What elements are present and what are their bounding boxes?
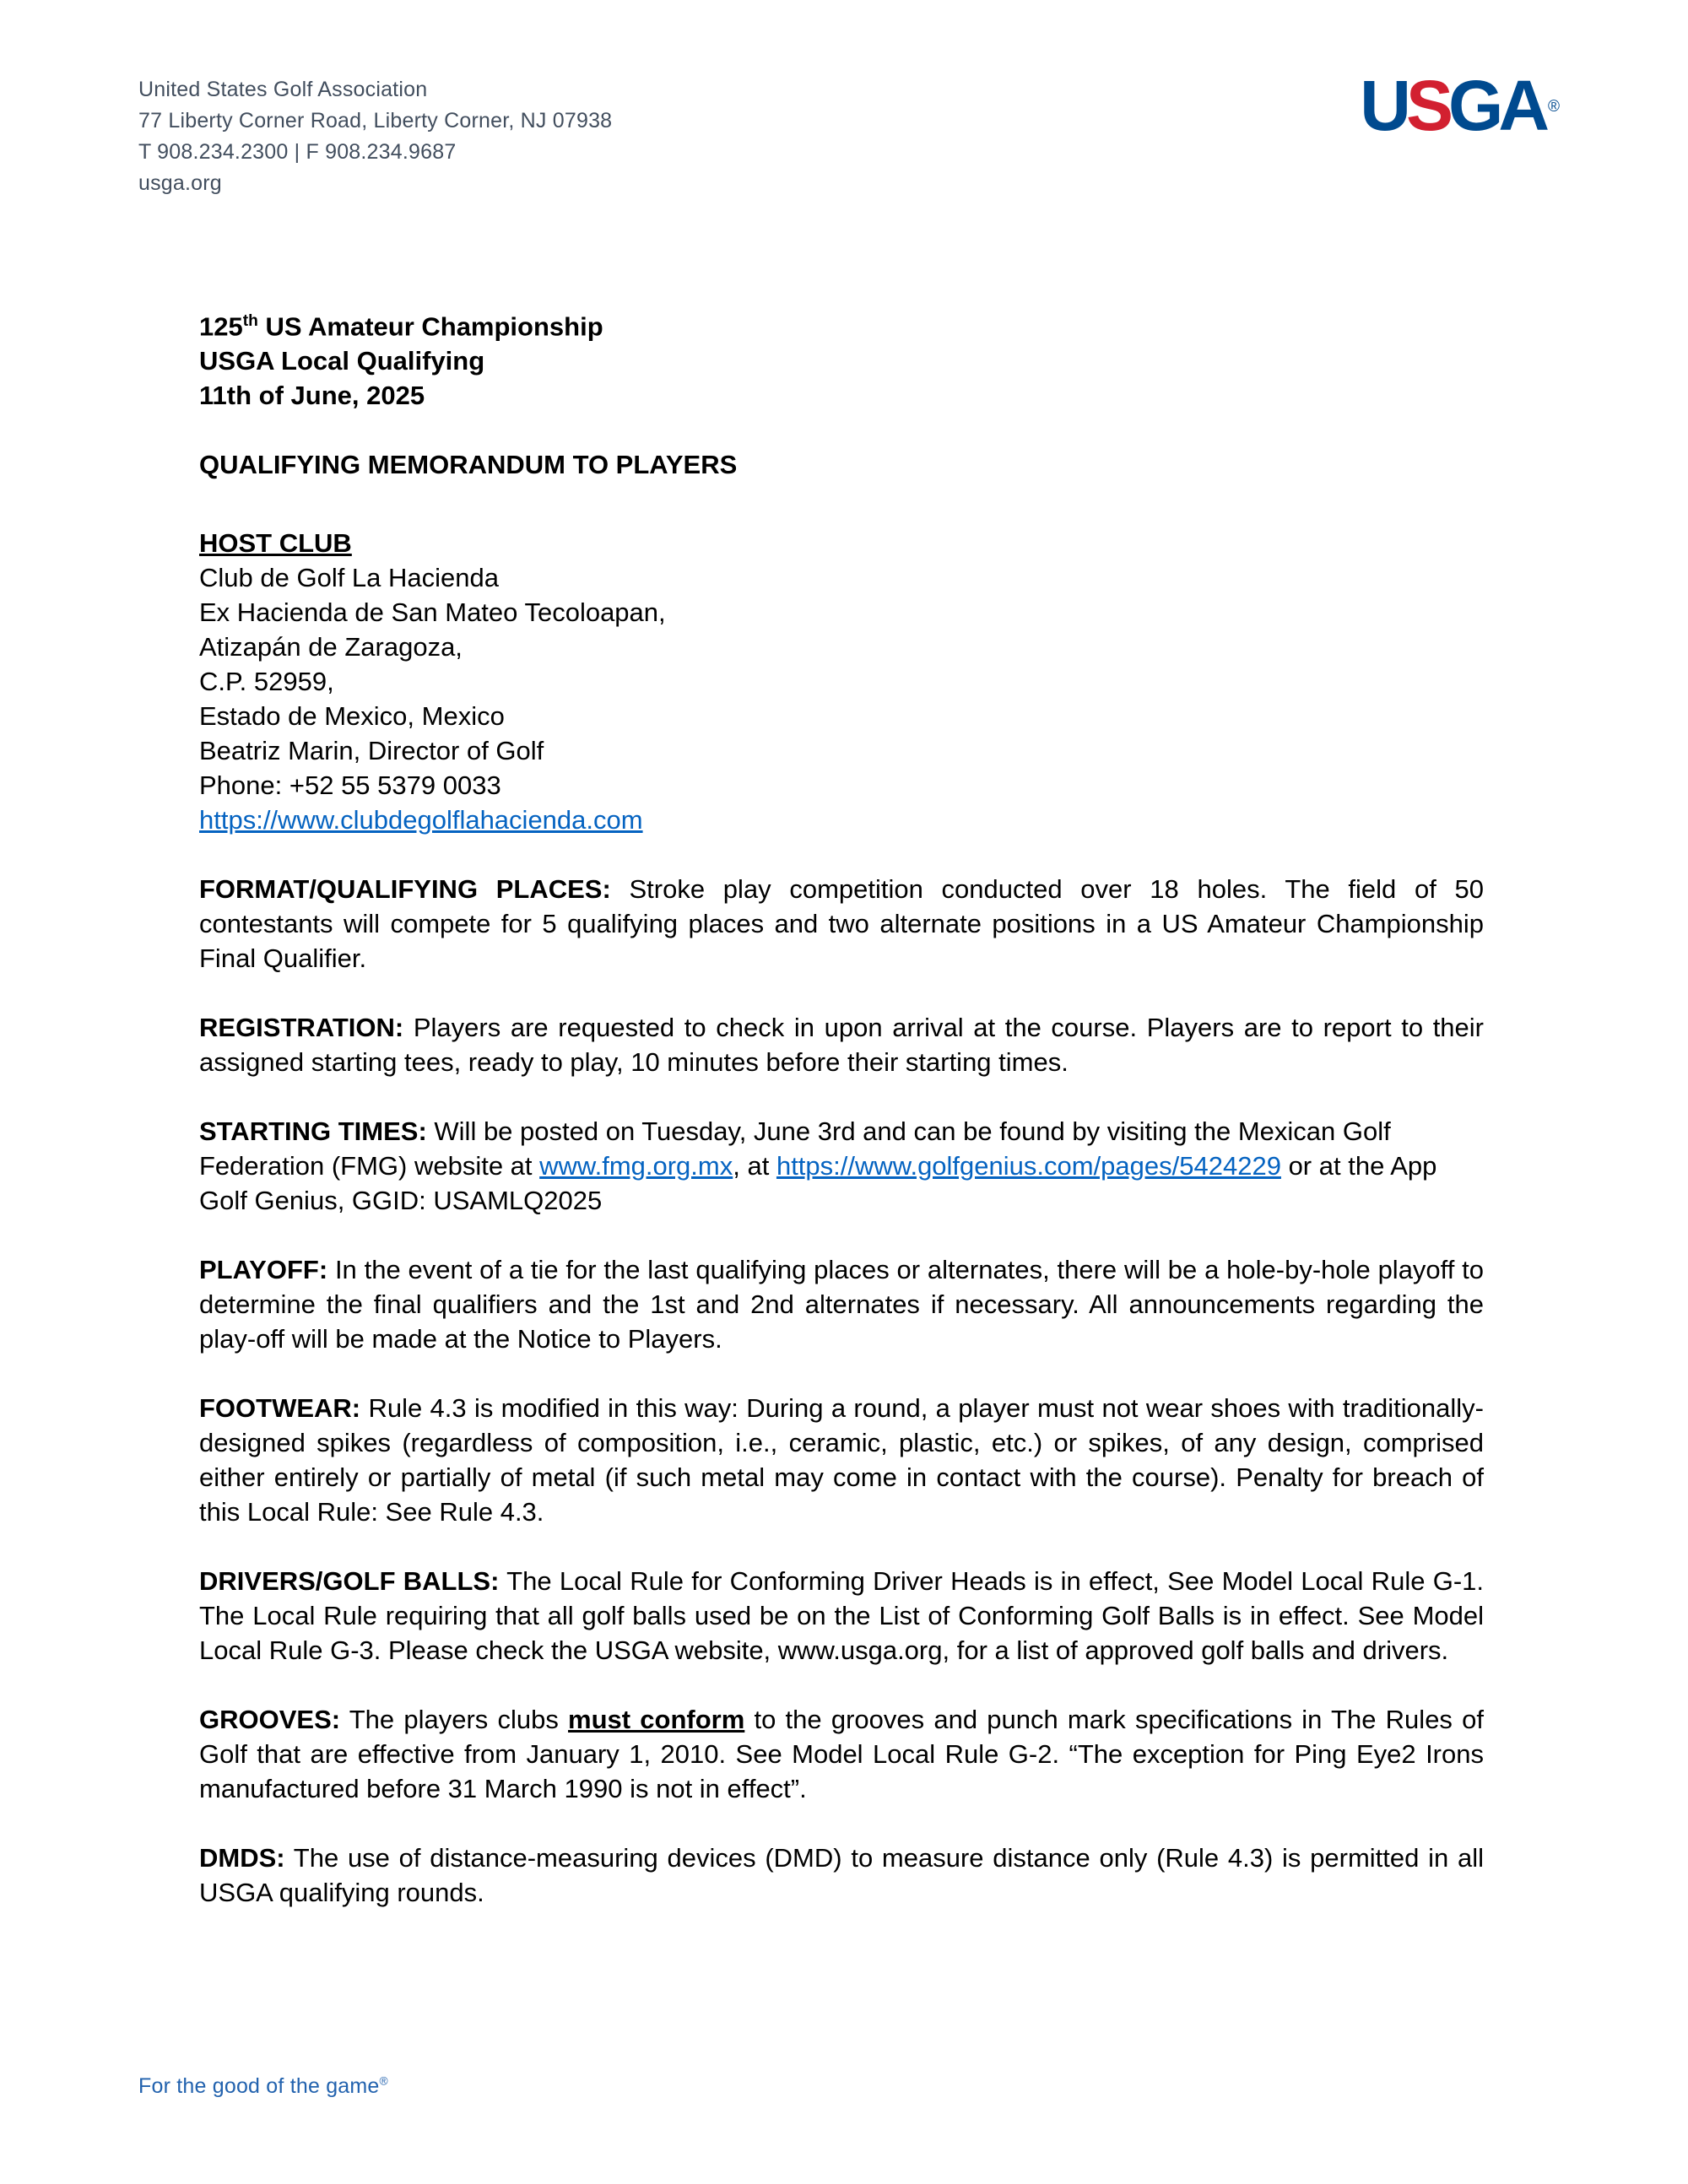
section-starting-times-text-1: Will be posted on Tuesday, June 3rd and can be found by visiting the Mexican Golf Federation (FMG) website at — [199, 1116, 1391, 1181]
host-club-address-1: Ex Hacienda de San Mateo Tecoloapan, — [199, 597, 666, 628]
section-footwear-text: Rule 4.3 is modified in this way: During a round, a player must not wear shoes with traditionally-designed spikes (regardless of composition, i.e., ceramic, plastic, etc.) or spikes, of any design, comprised either entirely or partially of metal (if such metal may come in contact with the course). Penalty for breach of this Local Rule: See Rule 4.3. — [199, 1393, 1484, 1527]
section-format — [199, 872, 1484, 976]
championship-title-rest: US Amateur Championship — [257, 311, 603, 342]
org-name: United States Golf Association — [138, 78, 428, 101]
org-website: usga.org — [138, 171, 222, 195]
org-address: 77 Liberty Corner Road, Liberty Corner, NJ 07938 — [138, 109, 613, 132]
section-playoff — [199, 1252, 1484, 1356]
footer-tagline — [138, 2074, 388, 2099]
org-phone-fax: T 908.234.2300 | F 908.234.9687 — [138, 140, 457, 164]
usga-logo-u: U — [1360, 66, 1406, 145]
host-club-postal-code: C.P. 52959, — [199, 667, 334, 697]
championship-title-ordinal: th — [242, 312, 258, 330]
letterhead — [138, 66, 1560, 199]
section-grooves — [199, 1702, 1484, 1806]
host-club-block — [199, 526, 1484, 837]
section-registration — [199, 1010, 1484, 1079]
footer-tagline-text: For the good of the game — [138, 2074, 380, 2098]
document-body — [199, 304, 1484, 1936]
section-footwear-label: FOOTWEAR: — [199, 1393, 361, 1424]
section-grooves-text-2: to the grooves and punch mark specifications in The Rules of Golf that are effective from January 1, 2010. See Model Local Rule G-2. “The exception for Ping Eye2 Irons manufactured before 31 March 1990 is not in effect”. — [199, 1705, 1484, 1804]
fmg-website-link[interactable]: www.fmg.org.mx — [539, 1151, 733, 1181]
section-starting-times — [199, 1114, 1484, 1218]
section-registration-text: Players are requested to check in upon arrival at the course. Players are to report to their assigned starting tees, ready to play, 10 minutes before their starting times. — [199, 1013, 1484, 1078]
qualifying-subtitle: USGA Local Qualifying — [199, 346, 485, 376]
title-block — [199, 304, 1484, 413]
usga-logo-ga: GA — [1448, 66, 1545, 145]
section-starting-times-text-2: , at — [733, 1151, 776, 1181]
section-dmds — [199, 1841, 1484, 1910]
section-drivers-golf-balls — [199, 1564, 1484, 1668]
section-playoff-label: PLAYOFF: — [199, 1255, 328, 1285]
footer-registered-mark-icon: ® — [379, 2074, 388, 2088]
host-club-heading: HOST CLUB — [199, 528, 352, 559]
usga-logo-s: S — [1405, 66, 1448, 145]
memo-heading: QUALIFYING MEMORANDUM TO PLAYERS — [199, 450, 738, 480]
event-date: 11th of June, 2025 — [199, 381, 425, 411]
section-grooves-text-1: The players clubs — [340, 1705, 569, 1735]
golf-genius-link[interactable]: https://www.golfgenius.com/pages/5424229 — [776, 1151, 1281, 1181]
section-registration-label: REGISTRATION: — [199, 1013, 404, 1043]
section-drivers-golf-balls-label: DRIVERS/GOLF BALLS: — [199, 1566, 500, 1597]
section-footwear — [199, 1391, 1484, 1529]
host-club-state: Estado de Mexico, Mexico — [199, 701, 505, 732]
section-grooves-label: GROOVES: — [199, 1705, 341, 1735]
section-grooves-emphasis: must conform — [568, 1705, 745, 1735]
section-drivers-golf-balls-text: The Local Rule for Conforming Driver Heads is in effect, See Model Local Rule G-1. The Local Rule requiring that all golf balls used be on the List of Conforming Golf Balls is in effect. See Model Local Rule G-3. Please check the USGA website, www.usga.org, for a list of approved golf balls and drivers. — [199, 1566, 1484, 1666]
section-dmds-label: DMDS: — [199, 1843, 285, 1873]
host-club-address-2: Atizapán de Zaragoza, — [199, 632, 463, 662]
section-format-label: FORMAT/QUALIFYING PLACES: — [199, 874, 611, 905]
usga-logo — [1360, 66, 1560, 145]
section-starting-times-text-3: or at the App Golf Genius, GGID: USAMLQ2025 — [199, 1151, 1437, 1216]
host-club-phone: Phone: +52 55 5379 0033 — [199, 770, 501, 801]
registered-mark-icon: ® — [1548, 98, 1560, 116]
section-format-text: Stroke play competition conducted over 18 holes. The field of 50 contestants will compete for 5 qualifying places and two alternate positions in a US Amateur Championship Final Qualifier. — [199, 874, 1485, 974]
section-starting-times-label: STARTING TIMES: — [199, 1116, 427, 1147]
host-club-website-link[interactable]: https://www.clubdegolflahacienda.com — [199, 805, 643, 835]
section-dmds-text: The use of distance-measuring devices (DMD) to measure distance only (Rule 4.3) is permitted in all USGA qualifying rounds. — [199, 1843, 1484, 1908]
championship-title-number: 125 — [199, 311, 243, 342]
host-club-director: Beatriz Marin, Director of Golf — [199, 736, 544, 766]
section-playoff-text: In the event of a tie for the last qualifying places or alternates, there will be a hole-by-hole playoff to determine the final qualifiers and the 1st and 2nd alternates if necessary. All announcements regarding the play-off will be made at the Notice to Players. — [199, 1255, 1484, 1354]
letterhead-address-block — [138, 74, 612, 199]
host-club-name: Club de Golf La Hacienda — [199, 563, 500, 593]
championship-title — [199, 304, 1484, 343]
